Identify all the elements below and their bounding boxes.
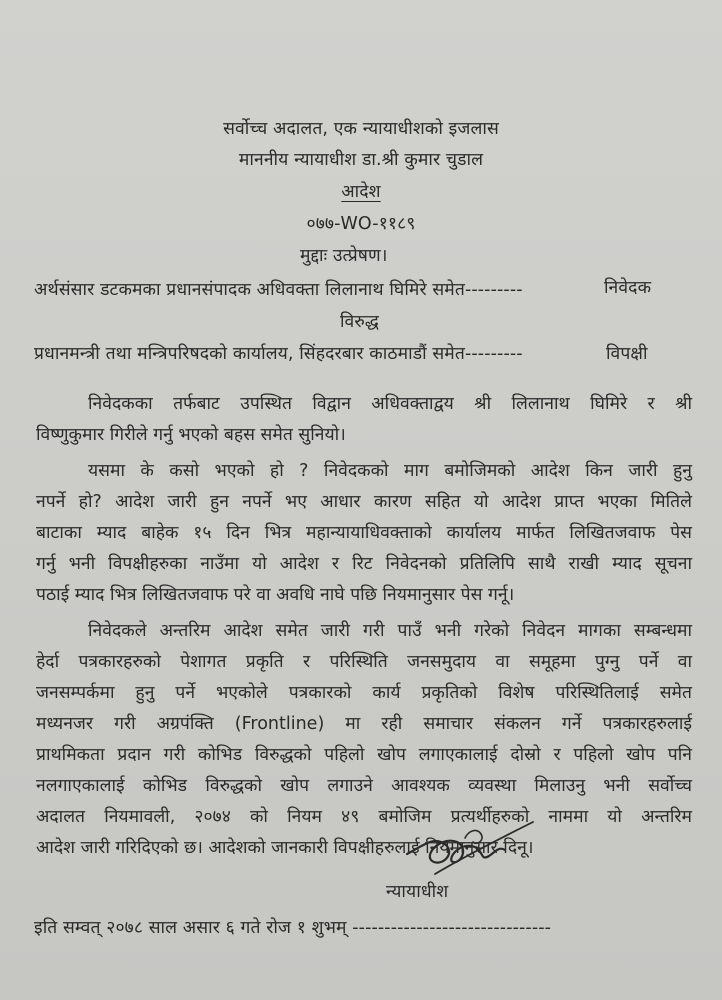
respondent-line: प्रधानमन्त्री तथा मन्त्रिपरिषदको कार्यालय, सिंहदरबार काठमाडौं समेत---------: [34, 344, 523, 364]
judge-name: माननीय न्यायाधीश डा.श्री कुमार चुडाल: [238, 150, 484, 170]
paragraph-3-line-4: मध्यनजर गरी अग्रपंक्ति (Frontline) मा रही समाचार संकलन गर्ने पत्रकारहरुलाई: [36, 714, 692, 734]
court-name: सर्वोच्च अदालत, एक न्यायाधीशको इजलास: [223, 119, 499, 139]
respondent-role: विपक्षी: [606, 344, 648, 364]
versus-label: विरुद्ध: [340, 312, 380, 332]
paragraph-3-line-3: जनसम्पर्कमा हुनु पर्ने भएकोले पत्रकारको कार्य प्रकृतिको विशेष परिस्थितिलाई समेत: [36, 683, 692, 703]
order-title: आदेश: [341, 182, 381, 202]
paragraph-1-line-1: निवेदकका तर्फबाट उपस्थित विद्वान अधिवक्ताद्वय श्री लिलानाथ घिमिरे र श्री: [88, 394, 692, 414]
petitioner-role: निवेदक: [604, 278, 652, 298]
paragraph-3-line-2: हेर्दा पत्रकारहरुको पेशागत प्रकृति र परिस्थिति जनसमुदाय वा समूहमा पुग्नु पर्ने वा: [36, 652, 692, 672]
paragraph-2-line-4: गर्नु भनी विपक्षीहरुका नाउँमा यो आदेश र रिट निवेदनको प्रतिलिपि साथै राखी म्याद सूचना: [36, 554, 692, 574]
paragraph-3-line-6: नलगाएकालाई कोभिड विरुद्धको खोप लगाउने आवश्यक व्यवस्था मिलाउनु भनी सर्वोच्च: [36, 776, 692, 796]
petitioner-line: अर्थसंसार डटकमका प्रधानसंपादक अधिवक्ता लिलानाथ घिमिरे समेत---------: [34, 280, 523, 300]
paragraph-2-line-5: पठाई म्याद भित्र लिखितजवाफ परे वा अवधि नाघे पछि नियमानुसार पेस गर्नू।: [36, 585, 515, 605]
paragraph-2-line-2: नपर्ने हो? आदेश जारी हुन नपर्ने भए आधार कारण सहित यो आदेश प्राप्त भएका मितिले: [36, 492, 692, 512]
judge-signature-label: न्यायाधीश: [386, 882, 449, 902]
paragraph-3-line-1: निवेदकले अन्तरिम आदेश समेत जारी गरी पाउँ भनी गरेको निवेदन मागका सम्बन्धमा: [88, 621, 692, 641]
paragraph-3-line-5: प्राथमिकता प्रदान गरी कोभिड विरुद्धको पहिलो खोप लगाएकालाई दोस्रो र पहिलो खोप पनि: [36, 745, 692, 765]
case-number: ०७७-WO-११८९: [306, 214, 416, 234]
order-date-line: इति सम्वत् २०७८ साल असार ६ गते रोज १ शुभम् -------------------------------: [34, 918, 552, 938]
paragraph-2-line-3: बाटाका म्याद बाहेक १५ दिन भित्र महान्यायाधिवक्ताको कार्यालय मार्फत लिखितजवाफ पेस: [36, 523, 692, 543]
paragraph-2-line-1: यसमा के कसो भएको हो ? निवेदकको माग बमोजिमको आदेश किन जारी हुनु: [88, 461, 692, 481]
paragraph-3-line-7: अदालत नियमावली, २०७४ को नियम ४९ बमोजिम प्रत्यर्थीहरुको नाममा यो अन्तरिम: [36, 807, 692, 827]
paragraph-1-line-2: विष्णुकुमार गिरीले गर्नु भएको बहस समेत सुनियो।: [36, 425, 346, 445]
paragraph-3-line-8: आदेश जारी गरिदिएको छ। आदेशको जानकारी विपक्षीहरुलाई नियमानुसार दिनू।: [36, 838, 534, 858]
case-subject: मुद्दाः उत्प्रेषण।: [300, 246, 388, 266]
